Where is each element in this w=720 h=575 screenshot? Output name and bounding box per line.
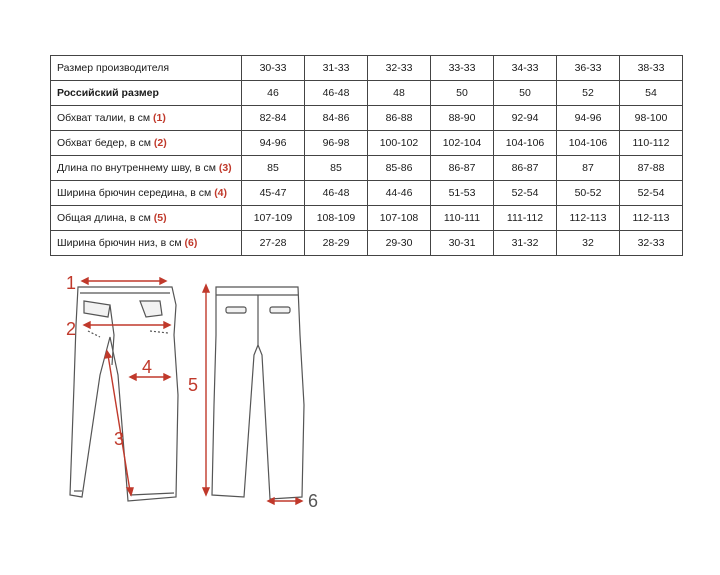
measurement-number: (5) — [153, 212, 167, 224]
table-cell: 30-33 — [242, 56, 305, 81]
label-1: 1 — [66, 273, 77, 293]
row-label — [51, 131, 242, 156]
table-cell: 85-86 — [368, 156, 431, 181]
table-row — [51, 81, 683, 106]
table-cell: 112-113 — [557, 206, 620, 231]
trousers-back-drawing — [212, 287, 304, 499]
table-cell: 36-33 — [557, 56, 620, 81]
table-cell: 98-100 — [620, 106, 683, 131]
table-cell: 88-90 — [431, 106, 494, 131]
row-label-text: Размер производителя — [57, 62, 170, 74]
table-cell: 31-32 — [494, 231, 557, 256]
table-cell: 51-53 — [431, 181, 494, 206]
table-cell: 32-33 — [620, 231, 683, 256]
row-label-text: Обхват талии, в см — [57, 112, 153, 124]
trousers-measurement-diagram — [0, 265, 360, 515]
table-row — [51, 206, 683, 231]
table-cell: 94-96 — [557, 106, 620, 131]
size-table-body — [51, 56, 683, 256]
table-cell: 48 — [368, 81, 431, 106]
table-cell: 27-28 — [242, 231, 305, 256]
table-cell: 85 — [242, 156, 305, 181]
row-label-text: Ширина брючин низ, в см — [57, 237, 185, 249]
table-cell: 82-84 — [242, 106, 305, 131]
table-cell: 111-112 — [494, 206, 557, 231]
measurement-number: (4) — [214, 187, 228, 199]
table-cell: 87-88 — [620, 156, 683, 181]
table-cell: 46 — [242, 81, 305, 106]
size-table — [50, 55, 683, 256]
table-cell: 31-33 — [305, 56, 368, 81]
table-cell: 92-94 — [494, 106, 557, 131]
table-cell: 30-31 — [431, 231, 494, 256]
table-cell: 28-29 — [305, 231, 368, 256]
label-5: 5 — [188, 375, 199, 395]
row-label — [51, 206, 242, 231]
row-label-text: Общая длина, в см — [57, 212, 154, 224]
table-cell: 52 — [557, 81, 620, 106]
row-label — [51, 231, 242, 256]
table-cell: 107-108 — [368, 206, 431, 231]
table-cell: 46-48 — [305, 81, 368, 106]
label-3: 3 — [114, 429, 125, 449]
table-row — [51, 231, 683, 256]
row-label — [51, 181, 242, 206]
table-row — [51, 56, 683, 81]
row-label — [51, 56, 242, 81]
measurement-number: (2) — [153, 137, 167, 149]
measurement-number: (1) — [152, 112, 166, 124]
label-6: 6 — [308, 491, 319, 511]
table-cell: 44-46 — [368, 181, 431, 206]
table-cell: 107-109 — [242, 206, 305, 231]
table-cell: 85 — [305, 156, 368, 181]
row-label — [51, 81, 242, 106]
table-cell: 110-112 — [620, 131, 683, 156]
table-cell: 86-88 — [368, 106, 431, 131]
table-cell: 84-86 — [305, 106, 368, 131]
table-cell: 46-48 — [305, 181, 368, 206]
table-cell: 29-30 — [368, 231, 431, 256]
row-label-text: Обхват бедер, в см — [57, 137, 154, 149]
table-cell: 52-54 — [620, 181, 683, 206]
table-cell: 54 — [620, 81, 683, 106]
measurement-number: (6) — [184, 237, 198, 249]
row-label — [51, 156, 242, 181]
table-cell: 50 — [494, 81, 557, 106]
table-cell: 38-33 — [620, 56, 683, 81]
row-label-text: Российский размер — [57, 87, 159, 99]
table-cell: 52-54 — [494, 181, 557, 206]
label-4: 4 — [142, 357, 153, 377]
table-cell: 108-109 — [305, 206, 368, 231]
table-cell: 32 — [557, 231, 620, 256]
row-label — [51, 106, 242, 131]
table-cell: 34-33 — [494, 56, 557, 81]
table-cell: 32-33 — [368, 56, 431, 81]
table-cell: 45-47 — [242, 181, 305, 206]
table-cell: 86-87 — [494, 156, 557, 181]
table-cell: 94-96 — [242, 131, 305, 156]
table-cell: 50-52 — [557, 181, 620, 206]
table-row — [51, 181, 683, 206]
table-cell: 110-111 — [431, 206, 494, 231]
label-2: 2 — [66, 319, 77, 339]
table-cell: 104-106 — [557, 131, 620, 156]
table-cell: 33-33 — [431, 56, 494, 81]
table-cell: 96-98 — [305, 131, 368, 156]
table-cell: 102-104 — [431, 131, 494, 156]
table-cell: 112-113 — [620, 206, 683, 231]
table-cell: 86-87 — [431, 156, 494, 181]
measurement-number: (3) — [218, 162, 232, 174]
table-cell: 50 — [431, 81, 494, 106]
trousers-front-drawing — [70, 287, 178, 501]
row-label-text: Ширина брючин середина, в см — [57, 187, 215, 199]
table-cell: 87 — [557, 156, 620, 181]
table-cell: 104-106 — [494, 131, 557, 156]
table-row — [51, 131, 683, 156]
table-cell: 100-102 — [368, 131, 431, 156]
table-row — [51, 106, 683, 131]
table-row — [51, 156, 683, 181]
row-label-text: Длина по внутреннему шву, в см — [57, 162, 219, 174]
